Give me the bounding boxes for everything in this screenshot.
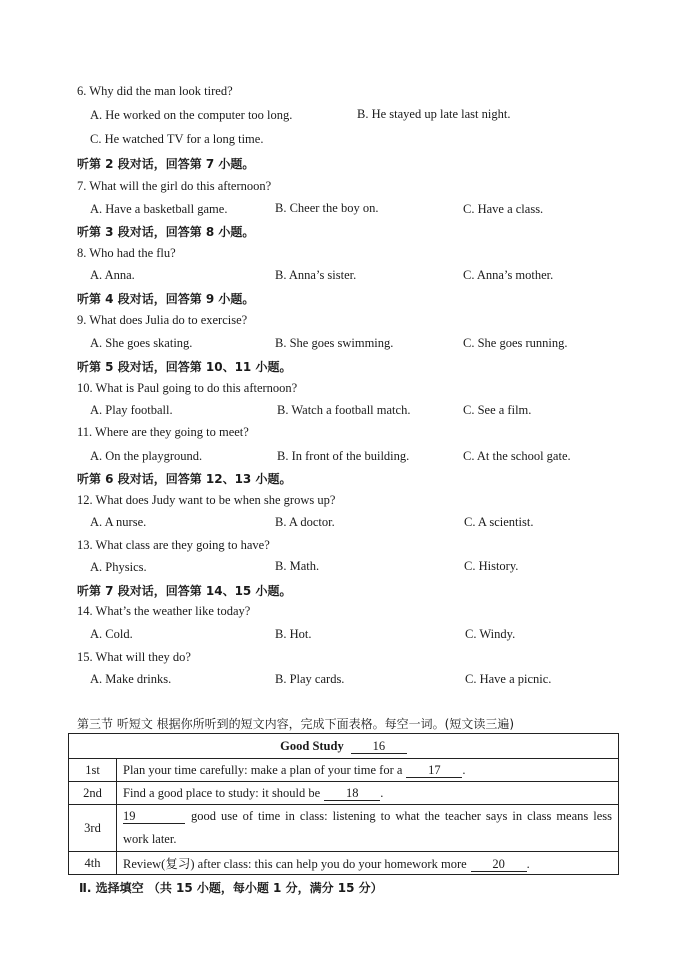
question-14: 14. What’s the weather like today? bbox=[77, 604, 251, 618]
good-study-table bbox=[68, 733, 619, 875]
question-13: 13. What class are they going to have? bbox=[77, 538, 270, 552]
q15-option-a: A. Make drinks. bbox=[90, 672, 172, 686]
q6-option-c: C. He watched TV for a long time. bbox=[90, 132, 264, 146]
row-end: . bbox=[526, 857, 530, 871]
q13-option-c: C. History. bbox=[464, 559, 519, 573]
row-text: Plan your time carefully: make a plan of your time for a bbox=[123, 762, 403, 777]
q8-option-c: C. Anna’s mother. bbox=[463, 268, 554, 282]
q8-option-a: A. Anna. bbox=[90, 268, 135, 282]
q7-option-a: A. Have a basketball game. bbox=[90, 202, 228, 216]
question-7: 7. What will the girl do this afternoon? bbox=[77, 179, 272, 193]
table-row bbox=[69, 782, 619, 805]
q11-option-a: A. On the playground. bbox=[90, 449, 203, 463]
q13-option-b: B. Math. bbox=[275, 559, 320, 573]
table-title-cell bbox=[69, 734, 619, 759]
question-10: 10. What is Paul going to do this afternoon? bbox=[77, 381, 298, 395]
table-row bbox=[69, 759, 619, 782]
q9-option-c: C. She goes running. bbox=[463, 336, 568, 350]
part3-heading: 第三节 听短文 根据你所听到的短文内容，完成下面表格。每空一词。(短文读三遍) bbox=[77, 717, 514, 731]
section-7-instruction: 听第 7 段对话，回答第 14、15 小题。 bbox=[77, 584, 292, 598]
question-12: 12. What does Judy want to be when she grows up? bbox=[77, 493, 336, 507]
row-text: good use of time in class: listening to what the teacher says in class means less work later. bbox=[123, 809, 612, 846]
q14-option-c: C. Windy. bbox=[465, 627, 516, 641]
row-content bbox=[117, 805, 619, 852]
row-content bbox=[117, 759, 619, 782]
blank-19: 19 bbox=[123, 810, 185, 824]
q12-option-a: A. A nurse. bbox=[90, 515, 147, 529]
q6-option-a: A. He worked on the computer too long. bbox=[90, 108, 293, 122]
q9-option-b: B. She goes swimming. bbox=[275, 336, 394, 350]
q15-option-b: B. Play cards. bbox=[275, 672, 345, 686]
section-5-instruction: 听第 5 段对话，回答第 10、11 小题。 bbox=[77, 360, 292, 374]
blank-16: 16 bbox=[351, 740, 407, 754]
q7-option-b: B. Cheer the boy on. bbox=[275, 201, 379, 215]
q10-option-c: C. See a film. bbox=[463, 403, 532, 417]
q9-option-a: A. She goes skating. bbox=[90, 336, 193, 350]
question-6: 6. Why did the man look tired? bbox=[77, 84, 233, 98]
row-number: 1st bbox=[69, 759, 117, 782]
table-title: Good Study bbox=[280, 738, 344, 753]
question-11: 11. Where are they going to meet? bbox=[77, 425, 249, 439]
part2-heading: Ⅱ. 选择填空 （共 15 小题，每小题 1 分，满分 15 分） bbox=[79, 881, 383, 895]
q10-option-b: B. Watch a football match. bbox=[277, 403, 411, 417]
row-text: Review(复习) after class: this can help you do your homework more bbox=[123, 857, 467, 871]
section-3-instruction: 听第 3 段对话，回答第 8 小题。 bbox=[77, 225, 255, 239]
q14-option-b: B. Hot. bbox=[275, 627, 312, 641]
blank-18: 18 bbox=[324, 787, 380, 801]
section-6-instruction: 听第 6 段对话，回答第 12、13 小题。 bbox=[77, 472, 292, 486]
q10-option-a: A. Play football. bbox=[90, 403, 173, 417]
blank-20: 20 bbox=[471, 858, 527, 872]
blank-17: 17 bbox=[406, 764, 462, 778]
q11-option-c: C. At the school gate. bbox=[463, 449, 571, 463]
q14-option-a: A. Cold. bbox=[90, 627, 133, 641]
q13-option-a: A. Physics. bbox=[90, 560, 147, 574]
row-number: 2nd bbox=[69, 782, 117, 805]
q8-option-b: B. Anna’s sister. bbox=[275, 268, 357, 282]
row-content bbox=[117, 852, 619, 875]
section-4-instruction: 听第 4 段对话，回答第 9 小题。 bbox=[77, 292, 255, 306]
q6-option-b: B. He stayed up late last night. bbox=[357, 107, 511, 121]
section-2-instruction: 听第 2 段对话，回答第 7 小题。 bbox=[77, 157, 255, 171]
q12-option-b: B. A doctor. bbox=[275, 515, 335, 529]
row-number: 3rd bbox=[69, 805, 117, 852]
row-content bbox=[117, 782, 619, 805]
row-end: . bbox=[462, 762, 466, 777]
q15-option-c: C. Have a picnic. bbox=[465, 672, 552, 686]
question-8: 8. Who had the flu? bbox=[77, 246, 176, 260]
row-end: . bbox=[380, 785, 384, 800]
q12-option-c: C. A scientist. bbox=[464, 515, 534, 529]
row-number: 4th bbox=[69, 852, 117, 875]
q7-option-c: C. Have a class. bbox=[463, 202, 544, 216]
question-15: 15. What will they do? bbox=[77, 650, 191, 664]
table-row bbox=[69, 852, 619, 875]
q11-option-b: B. In front of the building. bbox=[277, 449, 410, 463]
question-9: 9. What does Julia do to exercise? bbox=[77, 313, 248, 327]
row-text: Find a good place to study: it should be bbox=[123, 785, 321, 800]
table-row bbox=[69, 805, 619, 852]
